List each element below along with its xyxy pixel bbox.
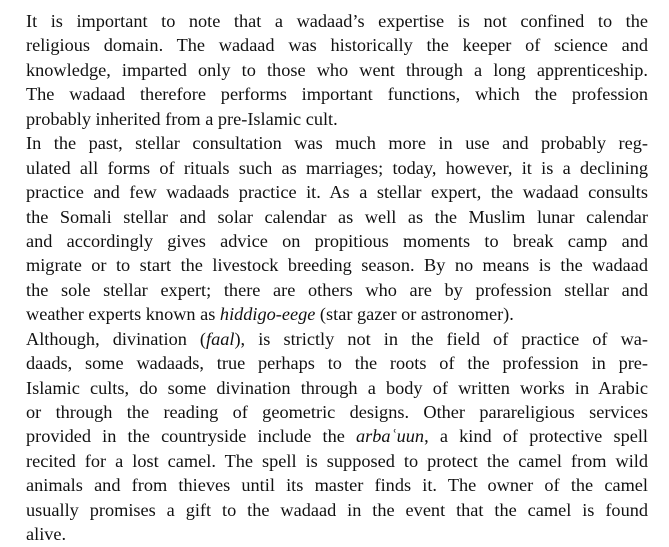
italic-term: arbaʿuun xyxy=(356,426,425,447)
text-segment: It is important to note that a wadaad’s expertise is not confined to the xyxy=(26,11,648,31)
text-segment: probably inherited from a pre-Islamic cult. xyxy=(26,108,338,129)
text-line xyxy=(26,498,648,522)
text-segment: Islamic cults, do some divination through a body of written works in Arabic xyxy=(26,377,648,398)
text-line xyxy=(26,449,648,473)
text-line xyxy=(26,156,648,180)
text-line xyxy=(26,33,648,57)
text-segment: migrate or to start the livestock breeding season. By no means is the wadaad xyxy=(26,255,648,276)
text-segment: Although, divination ( xyxy=(26,328,207,349)
text-line xyxy=(26,424,648,448)
paragraph-1 xyxy=(26,9,648,131)
text-segment: animals and from thieves until its master finds it. The owner of the camel xyxy=(26,475,648,496)
text-segment: practice and few wadaads practice it. As a stellar expert, the wadaad consults xyxy=(26,182,648,203)
text-segment: knowledge, imparted only to those who went through a long apprenticeship. xyxy=(26,59,648,80)
text-segment: alive. xyxy=(26,524,67,545)
text-segment: religious domain. The wadaad was historically the keeper of science and xyxy=(26,35,648,56)
paragraph-2 xyxy=(26,131,648,327)
text-segment: In the past, stellar consultation was much more in use and probably reg- xyxy=(26,133,648,154)
text-line xyxy=(26,131,648,155)
text-line xyxy=(26,180,648,204)
text-segment: ), is strictly not in the field of practice of wa- xyxy=(234,328,648,349)
text-segment: provided in the countryside include the xyxy=(26,426,357,447)
text-line xyxy=(26,205,648,229)
text-line xyxy=(26,302,648,326)
text-line xyxy=(26,58,648,82)
text-segment: daads, some wadaads, true perhaps to the roots of the profession in pre- xyxy=(26,353,648,374)
italic-term: hiddigo-eege xyxy=(219,304,316,325)
text-line xyxy=(26,278,648,302)
text-line xyxy=(26,400,648,424)
document-page xyxy=(26,9,648,547)
text-segment: the sole stellar expert; there are others who are by profession stellar and xyxy=(26,279,648,300)
text-line xyxy=(26,253,648,277)
text-segment: or through the reading of geometric designs. Other parareligious services xyxy=(26,402,648,422)
text-line xyxy=(26,522,648,546)
text-line xyxy=(26,473,648,497)
text-line xyxy=(26,9,648,33)
text-line xyxy=(26,351,648,375)
text-segment: the Somali stellar and solar calendar as well as the Muslim lunar calendar xyxy=(26,206,648,227)
text-line xyxy=(26,107,648,131)
text-line xyxy=(26,327,648,351)
paragraph-3 xyxy=(26,327,648,547)
text-segment: weather experts known as xyxy=(26,304,220,325)
text-line xyxy=(26,82,648,106)
text-segment: The wadaad therefore performs important functions, which the profession xyxy=(26,84,648,105)
text-segment: (star gazer or astronomer). xyxy=(315,304,514,325)
text-line xyxy=(26,376,648,400)
text-segment: ulated all forms of rituals such as marriages; today, however, it is a declining xyxy=(26,157,648,178)
text-segment: recited for a lost camel. The spell is supposed to protect the camel from wild xyxy=(26,450,648,471)
text-segment: usually promises a gift to the wadaad in the event that the camel is found xyxy=(26,499,648,520)
text-segment: , a kind of protective spell xyxy=(424,426,648,447)
text-segment: and accordingly gives advice on propitious moments to break camp and xyxy=(26,230,648,251)
text-line xyxy=(26,229,648,253)
italic-term: faal xyxy=(206,328,235,349)
